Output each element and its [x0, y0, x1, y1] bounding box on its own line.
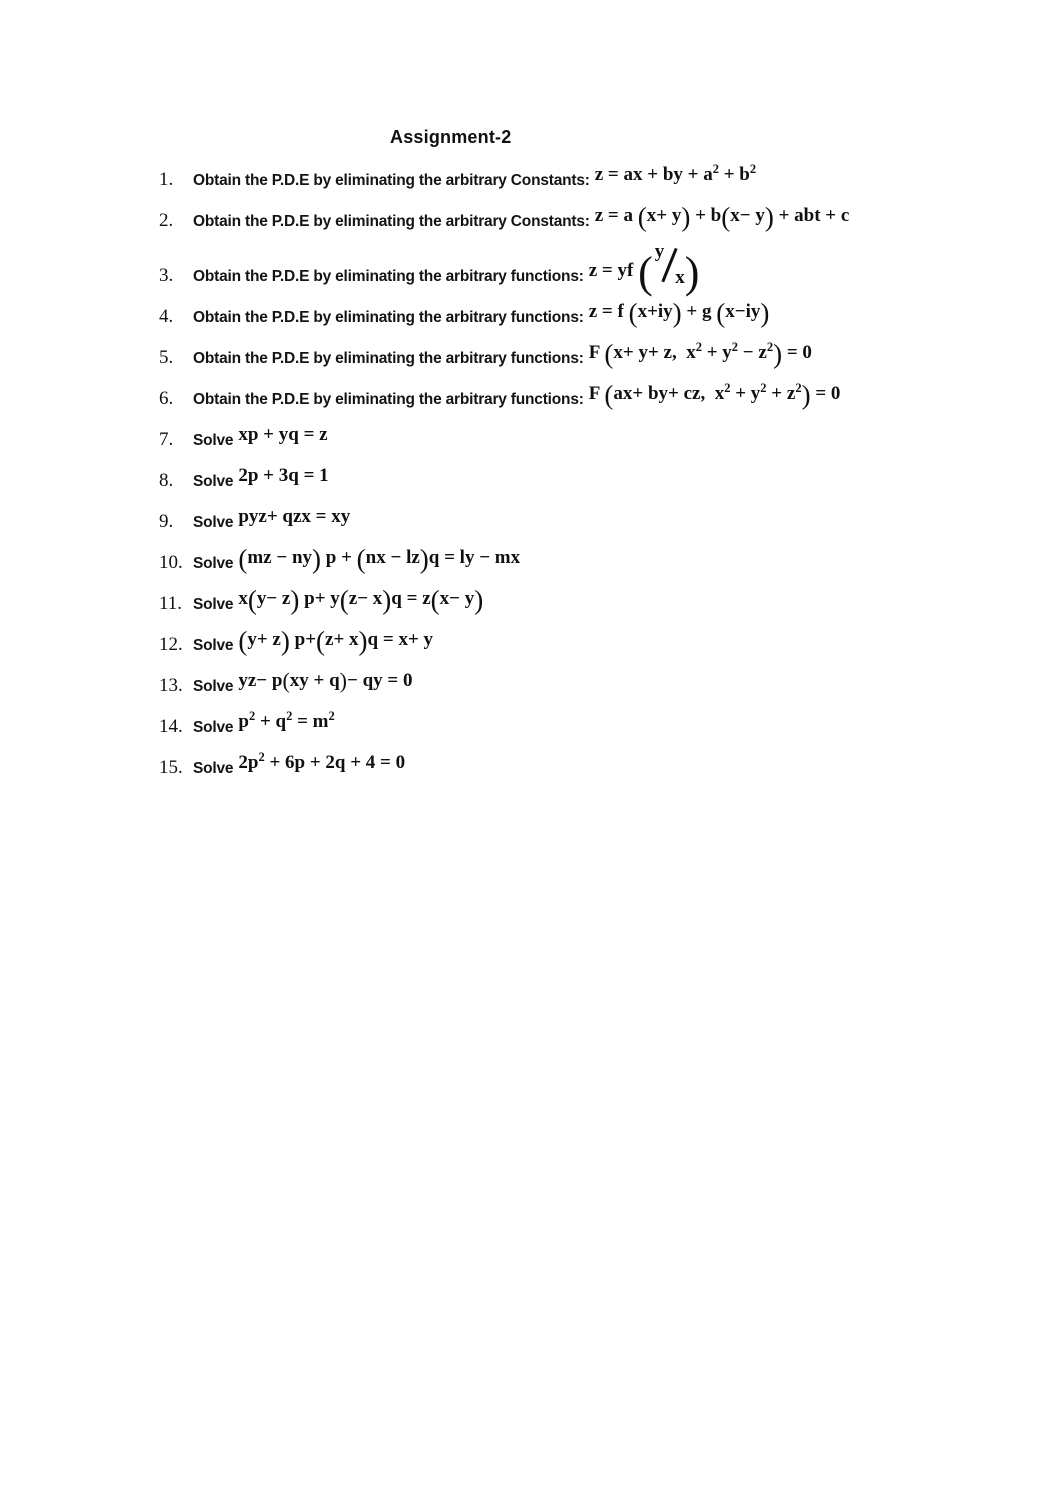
eq-text: p+ [289, 629, 317, 650]
problem-label: Solve [193, 596, 234, 613]
eq-text: F [588, 342, 605, 363]
left-paren: ( [247, 585, 257, 615]
problem-item [159, 545, 1058, 576]
problem-equation [238, 626, 434, 656]
right-paren: ) [382, 585, 392, 615]
right-paren: ) [773, 339, 783, 369]
eq-text: x− y [439, 588, 475, 609]
problem-item [159, 203, 1058, 234]
left-paren: ( [637, 202, 647, 232]
eq-text: x+ y+ z, x [613, 342, 696, 363]
eq-text: + 6p + 2q + 4 = 0 [264, 752, 406, 773]
eq-text: nx − lz [365, 547, 420, 568]
problem-label: Obtain the P.D.E by eliminating the arbitrary Constants: [193, 172, 590, 189]
eq-text: q = ly − mx [428, 547, 521, 568]
eq-text: z = a [594, 205, 638, 226]
left-paren: ( [721, 202, 731, 232]
right-paren: ) [358, 626, 368, 656]
page-title: Assignment-2 [390, 127, 512, 147]
eq-text: q = z [391, 588, 431, 609]
eq-text: z− x [348, 588, 383, 609]
problem-number: 14. [159, 716, 183, 737]
problem-equation [588, 298, 770, 328]
problem-number: 4. [159, 306, 174, 327]
left-paren: ( [604, 380, 614, 410]
eq-text: p+ y [299, 588, 340, 609]
problem-equation [595, 164, 756, 185]
left-paren: ( [282, 668, 290, 693]
eq-text: F [588, 383, 605, 404]
eq-text: yz− p [238, 670, 283, 691]
right-paren: ) [672, 298, 682, 328]
problem-equation [588, 380, 841, 410]
eq-superscript: 2 [749, 162, 757, 176]
problem-number: 7. [159, 429, 174, 450]
eq-text: z = yf [588, 260, 639, 281]
eq-superscript: 2 [286, 709, 293, 723]
problem-label: Solve [193, 678, 234, 695]
eq-text: z = ax + by + a [594, 164, 713, 185]
right-paren: ) [290, 585, 300, 615]
problem-item [159, 709, 1058, 740]
problem-equation [588, 339, 812, 369]
eq-superscript: 2 [760, 381, 767, 395]
eq-superscript: 2 [248, 709, 256, 723]
problem-equation [238, 711, 334, 732]
problem-label: Obtain the P.D.E by eliminating the arbitrary functions: [193, 391, 584, 408]
problem-label: Solve [193, 719, 234, 736]
right-paren: ) [801, 380, 811, 410]
eq-text: − z [738, 342, 767, 363]
eq-text: x+iy [637, 301, 673, 322]
right-paren: ) [339, 668, 347, 693]
problem-item [159, 463, 1058, 494]
right-paren: ) [474, 585, 484, 615]
problem-item [159, 340, 1058, 371]
eq-superscript: 2 [731, 340, 739, 354]
problem-equation [238, 424, 327, 445]
eq-text: + y [730, 383, 761, 404]
problem-label: Obtain the P.D.E by eliminating the arbitrary functions: [193, 350, 584, 367]
problem-equation [588, 241, 700, 297]
problem-item [159, 627, 1058, 658]
eq-text: + y [701, 342, 732, 363]
fraction-denominator: x [675, 267, 685, 288]
eq-text: = 0 [782, 342, 812, 363]
right-paren: ) [764, 202, 774, 232]
eq-text: y− z [256, 588, 291, 609]
diagonal-fraction [653, 241, 685, 288]
left-paren: ( [238, 544, 248, 574]
eq-text: mz − ny [247, 547, 313, 568]
right-paren: ) [280, 626, 290, 656]
problem-equation [238, 585, 484, 615]
right-paren: ) [760, 298, 770, 328]
problem-number: 1. [159, 169, 174, 190]
eq-text: x−iy [725, 301, 761, 322]
problem-number: 15. [159, 757, 183, 778]
left-paren: ( [430, 585, 440, 615]
problem-label: Solve [193, 760, 234, 777]
problem-item [159, 422, 1058, 453]
problem-label: Obtain the P.D.E by eliminating the arbitrary functions: [193, 309, 584, 326]
problem-equation [238, 752, 405, 773]
problem-label: Obtain the P.D.E by eliminating the arbitrary Constants: [193, 213, 590, 230]
eq-text: x [238, 588, 248, 609]
eq-text: xp + yq = z [238, 424, 328, 445]
right-paren: ) [419, 544, 429, 574]
eq-text: + abt + c [773, 205, 850, 226]
eq-text: z = f [588, 301, 629, 322]
problem-number: 10. [159, 552, 183, 573]
eq-superscript: 2 [258, 750, 265, 764]
eq-text: z+ x [325, 629, 359, 650]
problem-number: 13. [159, 675, 183, 696]
eq-text: x− y [730, 205, 765, 226]
problem-item [159, 504, 1058, 535]
fraction-numerator: y [654, 241, 665, 262]
eq-text: + z [766, 383, 796, 404]
problem-label: Obtain the P.D.E by eliminating the arbitrary functions: [193, 268, 584, 285]
problem-item [159, 299, 1058, 330]
eq-text: ax+ by+ cz, x [613, 383, 725, 404]
eq-text: p [238, 711, 249, 732]
eq-superscript: 2 [328, 709, 335, 723]
problem-label: Solve [193, 473, 234, 490]
eq-superscript: 2 [712, 162, 719, 176]
eq-text: + g [681, 301, 717, 322]
problem-number: 3. [159, 265, 174, 286]
problem-equation [238, 670, 412, 691]
eq-text: 2p [238, 752, 259, 773]
problem-item [159, 750, 1058, 781]
problem-item [159, 162, 1058, 193]
problem-number: 2. [159, 210, 174, 231]
eq-superscript: 2 [695, 340, 702, 354]
eq-text: = 0 [810, 383, 841, 404]
left-paren: ( [316, 626, 326, 656]
right-paren: ) [681, 202, 691, 232]
right-paren: ) [312, 544, 322, 574]
eq-text: 2p + 3q = 1 [238, 465, 329, 486]
problem-equation [594, 202, 850, 232]
eq-text: y+ z [247, 629, 281, 650]
left-paren: ( [604, 339, 614, 369]
problem-item [159, 586, 1058, 617]
problem-item [159, 668, 1058, 699]
left-paren: ( [638, 248, 653, 297]
problem-label: Solve [193, 555, 234, 572]
eq-text: x+ y [646, 205, 682, 226]
left-paren: ( [716, 298, 726, 328]
problem-number: 9. [159, 511, 174, 532]
problem-label: Solve [193, 514, 234, 531]
left-paren: ( [238, 626, 248, 656]
problem-equation [238, 506, 350, 527]
eq-text: − qy = 0 [347, 670, 413, 691]
problem-item [159, 241, 1058, 297]
eq-superscript: 2 [766, 340, 774, 354]
problem-number: 12. [159, 634, 183, 655]
left-paren: ( [628, 298, 638, 328]
problem-number: 11. [159, 593, 183, 614]
problem-number: 8. [159, 470, 174, 491]
eq-text: pyz+ qzx = xy [238, 506, 351, 527]
problem-item [159, 381, 1058, 412]
left-paren: ( [339, 585, 349, 615]
problem-label: Solve [193, 432, 234, 449]
eq-superscript: 2 [724, 381, 731, 395]
left-paren: ( [356, 544, 366, 574]
problem-number: 5. [159, 347, 174, 368]
right-paren: ) [684, 248, 700, 297]
eq-text: + b [690, 205, 722, 226]
eq-text: + b [718, 164, 750, 185]
eq-text: p + [321, 547, 357, 568]
eq-text: = m [292, 711, 329, 732]
problem-equation [238, 465, 328, 486]
problem-number: 6. [159, 388, 174, 409]
problem-equation [238, 544, 521, 574]
eq-text: xy + q [289, 670, 340, 691]
problem-list [159, 162, 1058, 781]
eq-text: q = x+ y [367, 629, 434, 650]
eq-superscript: 2 [795, 381, 802, 395]
problem-label: Solve [193, 637, 234, 654]
eq-text: + q [255, 711, 287, 732]
